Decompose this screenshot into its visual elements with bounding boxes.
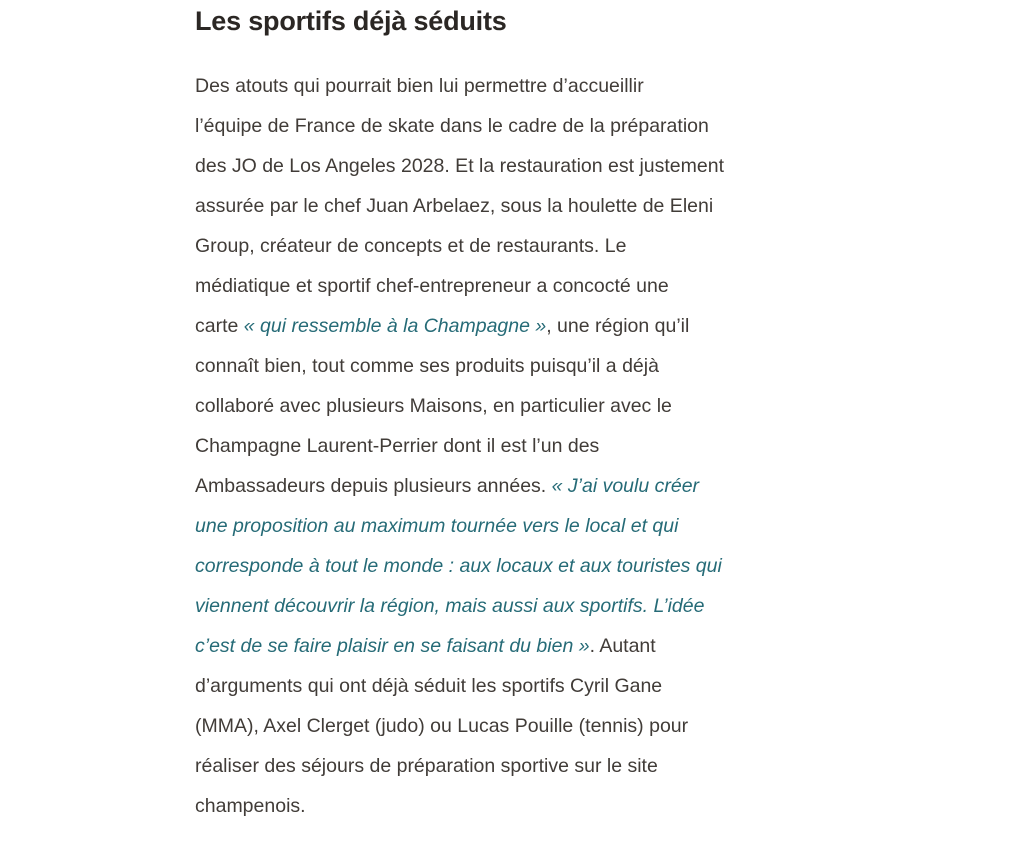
text-line bbox=[195, 226, 855, 266]
article bbox=[195, 2, 855, 826]
text-line bbox=[195, 426, 855, 466]
text-line bbox=[195, 626, 855, 666]
text-line bbox=[195, 66, 855, 106]
text-line bbox=[195, 146, 855, 186]
text-line bbox=[195, 706, 855, 746]
text-segment: Group, créateur de concepts et de restaurants. Le bbox=[195, 235, 627, 257]
text-segment: Des atouts qui pourrait bien lui permettre d’accueillir bbox=[195, 75, 644, 97]
quote-segment: « qui ressemble à la Champagne » bbox=[243, 315, 547, 337]
text-line bbox=[195, 586, 855, 626]
quote-segment: c’est de se faire plaisir en se faisant du bien » bbox=[195, 635, 590, 657]
text-segment: réaliser des séjours de préparation sportive sur le site bbox=[195, 755, 658, 777]
quote-segment: corresponde à tout le monde : aux locaux et aux touristes qui bbox=[195, 555, 722, 577]
text-segment: l’équipe de France de skate dans le cadre de la préparation bbox=[195, 115, 709, 137]
text-segment: Ambassadeurs depuis plusieurs années. bbox=[195, 475, 552, 497]
text-segment: connaît bien, tout comme ses produits puisqu’il a déjà bbox=[195, 355, 659, 377]
text-line bbox=[195, 306, 855, 346]
text-segment: collaboré avec plusieurs Maisons, en particulier avec le bbox=[195, 395, 672, 417]
text-line bbox=[195, 546, 855, 586]
text-line bbox=[195, 266, 855, 306]
text-line bbox=[195, 386, 855, 426]
text-segment: médiatique et sportif chef-entrepreneur a concocté une bbox=[195, 275, 669, 297]
text-segment: d’arguments qui ont déjà séduit les sportifs Cyril Gane bbox=[195, 675, 663, 697]
text-segment: assurée par le chef Juan Arbelaez, sous la houlette de Eleni bbox=[195, 195, 714, 217]
text-line bbox=[195, 746, 855, 786]
text-segment: , une région qu’il bbox=[546, 315, 690, 337]
text-line bbox=[195, 506, 855, 546]
quote-segment: une proposition au maximum tournée vers le local et qui bbox=[195, 515, 679, 537]
text-line bbox=[195, 786, 855, 826]
text-segment: carte bbox=[195, 315, 244, 337]
text-line bbox=[195, 106, 855, 146]
article-paragraph bbox=[195, 66, 855, 826]
text-segment: Champagne Laurent-Perrier dont il est l’un des bbox=[195, 435, 600, 457]
quote-segment: viennent découvrir la région, mais aussi aux sportifs. L’idée bbox=[195, 595, 705, 617]
text-line bbox=[195, 186, 855, 226]
text-segment: (MMA), Axel Clerget (judo) ou Lucas Pouille (tennis) pour bbox=[195, 715, 689, 737]
text-segment: . Autant bbox=[589, 635, 656, 657]
text-segment: des JO de Los Angeles 2028. Et la restauration est justement bbox=[195, 155, 724, 177]
text-line bbox=[195, 466, 855, 506]
text-line bbox=[195, 346, 855, 386]
text-line bbox=[195, 666, 855, 706]
text-segment: champenois. bbox=[195, 795, 306, 817]
quote-segment: « J’ai voulu créer bbox=[551, 475, 700, 497]
section-heading: Les sportifs déjà séduits bbox=[195, 6, 507, 36]
